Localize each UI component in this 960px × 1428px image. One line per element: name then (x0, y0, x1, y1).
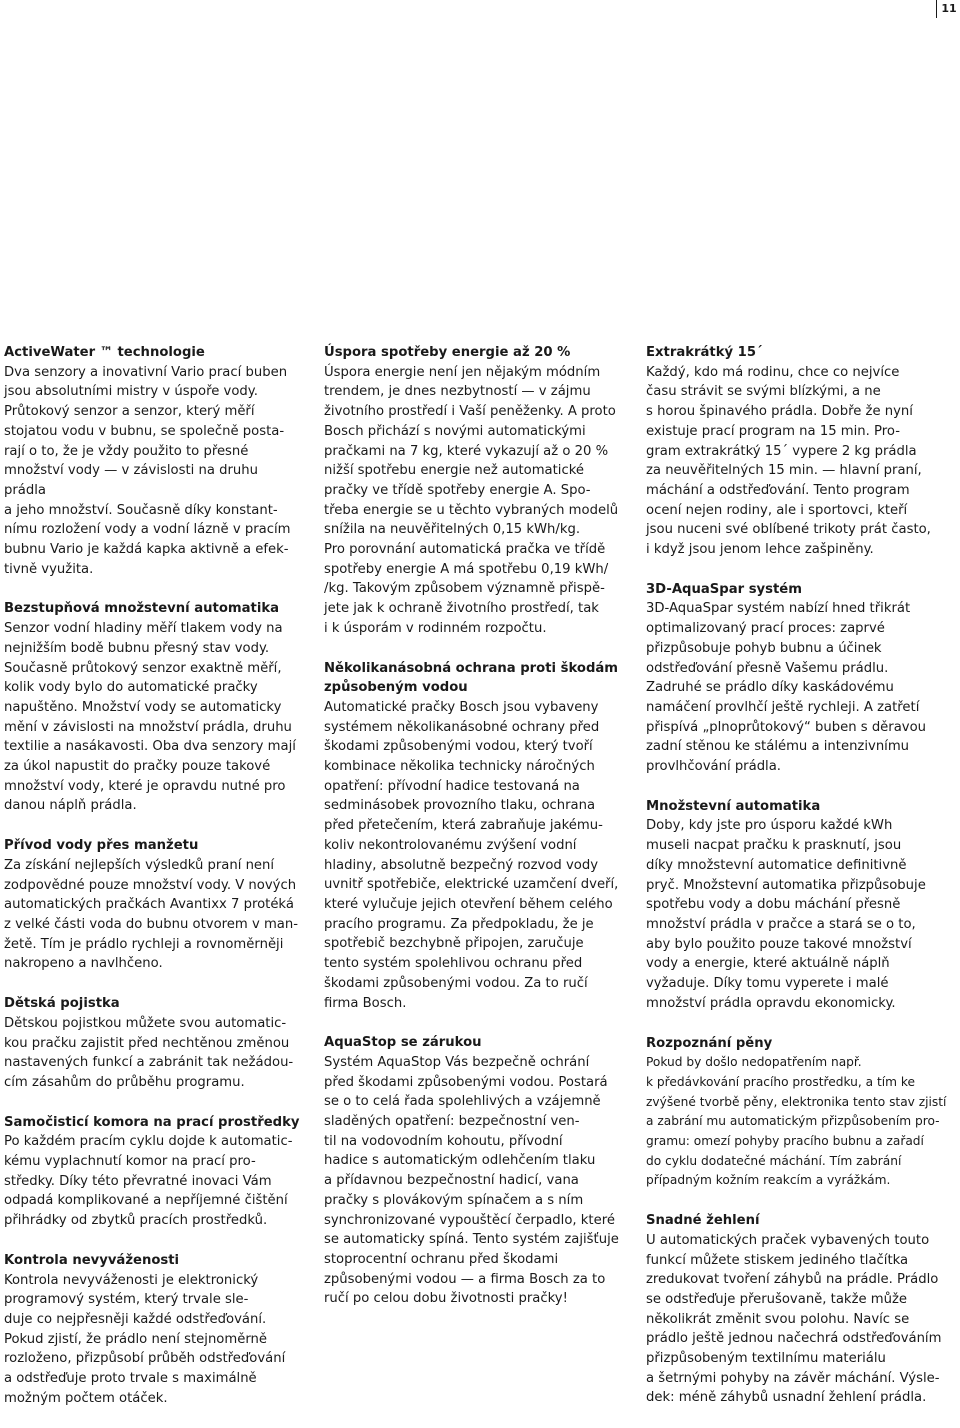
section-body: Automatické pračky Bosch jsou vybaveny systémem několikanásobné ochrany před škodami způsobenými vodou, který tvoří kombinace několika technicky náročných opatření: přívodní hadice testovaná na sedminásobek provozního tlaku, ochrana před přetečením, která zabraňuje jakému- koliv nekontrolovanému zvýšení vodní hladiny, absolutně bezpečný rozvod vody uvnitř spotřebiče, elektrické uzamčení dveří, které vylučuje jejich otevření během celého pracího programu. Za předpokladu, že je spotřebič bezchybně připojen, zaručuje tento systém spolehlivou ochranu před škodami způsobenými vodou. Za to ručí firma Bosch. (324, 699, 619, 1011)
section-heading: 3D-AquaSpar systém (646, 581, 802, 597)
section-body: Kontrola nevyváženosti je elektronický programový systém, který trvale sle- duje co nejpřesněji každé odstřeďování. Pokud zjistí, že prádlo není stejnoměrně rozloženo, přizpůsobí průběh odstřeďování a odstřeďuje proto trvale s maximálně možným počtem otáček. (4, 1272, 286, 1406)
section-heading: Několikanásobná ochrana proti škodám způsobeným vodou (324, 660, 619, 696)
section-heading: Bezstupňová množstevní automatika (4, 601, 280, 617)
section-body: Po každém pracím cyklu dojde k automatic- kému vyplachnutí komor na prací pro- středky. Díky této převratné inovaci Vám odpadá komplikované a nepříjemné čištění přihrádky od zbytků pracích prostředků. (4, 1134, 293, 1229)
section-body: 3D-AquaSpar systém nabízí hned třikrát optimalizovaný prací proces: zaprvé přizpůsobuje pohyb bubnu a účinek odstřeďování přesně Vašemu prádlu. Zadruhé se prádlo díky kaskádovému namáčení provlhčí ještě rychleji. A zatřetí přispívá „plnoprůtokový“ buben s děravou zadní stěnou ke stálému a intenzivnímu provlhčování prádla. (646, 601, 927, 775)
section-bezstupnova-automatika (4, 599, 304, 816)
section-body: Každý, kdo má rodinu, chce co nejvíce času strávit se svými blízkými, a ne s horou špinavého prádla. Dobře že nyní existuje prací program na 15 min. Pro- gram extrakrátký 15´ vypere 2 kg prádla za neuvěřitelných 15 min. — hlavní praní, máchání a odstřeďování. Tento program ocení nejen rodiny, ale i sportovci, kteří jsou nuceni své oblíbené trikoty prát často, i když jsou jenom lehce zašpiněny. (646, 364, 931, 558)
section-samocistici-komora (4, 1113, 304, 1231)
section-snadne-zehleni (646, 1211, 952, 1408)
section-body: Dětskou pojistkou můžete svou automatic- kou pračku zajistit před nechtěnou změnou nastavených funkcí a zabránit tak nežádou- cím zásahům do průběhu programu. (4, 1015, 294, 1090)
section-body: Doby, kdy jste pro úsporu každé kWh museli nacpat pračku k prasknutí, jsou díky množstevní automatice definitivně pryč. Množstevní automatika přizpůsobuje spotřebu vody a dobu máchání přesně množství prádla v pračce a stará se o to, aby bylo použito pouze takové množství vody a energie, které aktuálně náplň vyžaduje. Díky tomu vyperete i malé množství prádla opravdu ekonomicky. (646, 818, 926, 1011)
section-heading: Úspora spotřeby energie až 20 % (324, 345, 571, 360)
section-heading: ActiveWater ™ technologie (4, 345, 205, 360)
section-body: Pokud by došlo nedopatřením např. k předávkování pracího prostředku, a tím ke zvýšené tvorbě pěny, elektronika tento stav zjistí a zabrání mu automatickým přizpůsobením pro- gramu: omezí pohyby pracího bubnu a zařadí do cyklu dodatečné máchání. Tím zabrání případným kožním reakcím a vyrážkám. (646, 1055, 947, 1188)
section-heading: Přívod vody přes manžetu (4, 838, 199, 854)
section-body: Úspora energie není jen nějakým módním trendem, je dnes nezbytností — v zájmu životního prostředí i Vaší peněženky. A proto Bosch přichází s novými automatickými pračkami na 7 kg, které vykazují až o 20 % nižší spotřebu energie než automatické pračky ve třídě spotřeby energie A. Spo- třeba energie se u těchto vybraných modelů snížila na neuvěřitelných 0,15 kWh/kg. Pro porovnání automatická pračka ve třídě spotřeby energie A má spotřebu 0,19 kWh/ /kg. Takovým způsobem významně přispě- jete jak k ochraně životního prostředí, tak i k úsporám v rodinném rozpočtu. (324, 364, 619, 636)
section-extrakratky (646, 343, 952, 560)
section-ochrana-proti-skodam (324, 659, 624, 1014)
section-body: Senzor vodní hladiny měří tlakem vody na nejnižším bodě bubnu přesný stav vody. Současně průtokový senzor exaktně měří, kolik vody bylo do automatické pračky napuštěno. Množství vody se automaticky mění v závislosti na množství prádla, druhu textilie a nasákavosti. Oba dva senzory mají za úkol napustit do pračky pouze takové množství vody, které je opravdu nutné pro danou náplň prádla. (4, 621, 296, 814)
section-heading: Snadné žehlení (646, 1213, 760, 1229)
section-mnozstevni-automatika (646, 797, 952, 1014)
section-detska-pojistka (4, 994, 304, 1093)
section-privod-vody (4, 836, 304, 974)
page-number: 11 (936, 0, 960, 18)
section-body: Systém AquaStop Vás bezpečně ochrání před škodami způsobenými vodou. Postará se o to celá řada spolehlivých a vzájemně sladěných opatření: bezpečnostní ven- til na vodovodním kohoutu, přívodní hadice s automatickým odlehčením tlaku a přídavnou bezpečnostní hadicí, vana pračky s plovákovým spínačem a s ním synchronizované vypouštěcí čerpadlo, které se automaticky spíná. Tento systém zajišťuje stoprocentní ochranu před škodami způsobenými vodou — a firma Bosch za to ručí po celou dobu životnosti pračky! (324, 1054, 619, 1307)
column-right (646, 343, 952, 1428)
column-middle (324, 343, 624, 1329)
section-heading: Rozpoznání pěny (646, 1035, 773, 1051)
section-rozpoznani-peny (646, 1034, 952, 1192)
section-heading: AquaStop se zárukou (324, 1035, 482, 1051)
section-heading: Kontrola nevyváženosti (4, 1252, 180, 1268)
section-activewater (4, 343, 304, 579)
section-uspora-energie (324, 343, 624, 639)
section-heading: Extrakrátký 15´ (646, 345, 763, 360)
section-body: Dva senzory a inovativní Vario prací buben jsou absolutními mistry v úspoře vody. Průtokový senzor a senzor, který měří stojatou vodu v bubnu, se společně posta- rají o to, že je vždy použito to přesné množství vody — v závislosti na druhu prádla a jeho množství. Současně díky konstant- nímu rozložení vody a vodní lázně v pracím bubnu Vario je každá kapka aktivně a efek- tivně využita. (4, 364, 291, 577)
column-left (4, 343, 304, 1428)
section-body: Za získání nejlepších výsledků praní není zodpovědné pouze množství vody. V nových automatických pračkách Avantixx 7 protéká z velké části voda do bubnu otvorem v man- žetě. Tím je prádlo rychleji a rovnoměrněji nakropeno a navlhčeno. (4, 857, 298, 972)
section-heading: Samočisticí komora na prací prostředky (4, 1114, 300, 1130)
section-aquastop (324, 1033, 624, 1309)
section-heading: Množstevní automatika (646, 798, 821, 814)
section-3d-aquaspar (646, 580, 952, 777)
section-kontrola-nevyvazenosti (4, 1251, 304, 1409)
section-body: U automatických praček vybavených touto funkcí můžete stiskem jediného tlačítka zredukovat tvoření záhybů na prádle. Prádlo se odstřeďuje přerušovaně, takže může několikrát změnit svou polohu. Navíc se prádlo ještě jednou načechrá odstřeďováním přizpůsobeným textilnímu materiálu a šetrnými pohyby na závěr máchání. Výsle- dek: méně záhybů usnadní žehlení prádla. (646, 1232, 942, 1406)
section-heading: Dětská pojistka (4, 996, 120, 1012)
